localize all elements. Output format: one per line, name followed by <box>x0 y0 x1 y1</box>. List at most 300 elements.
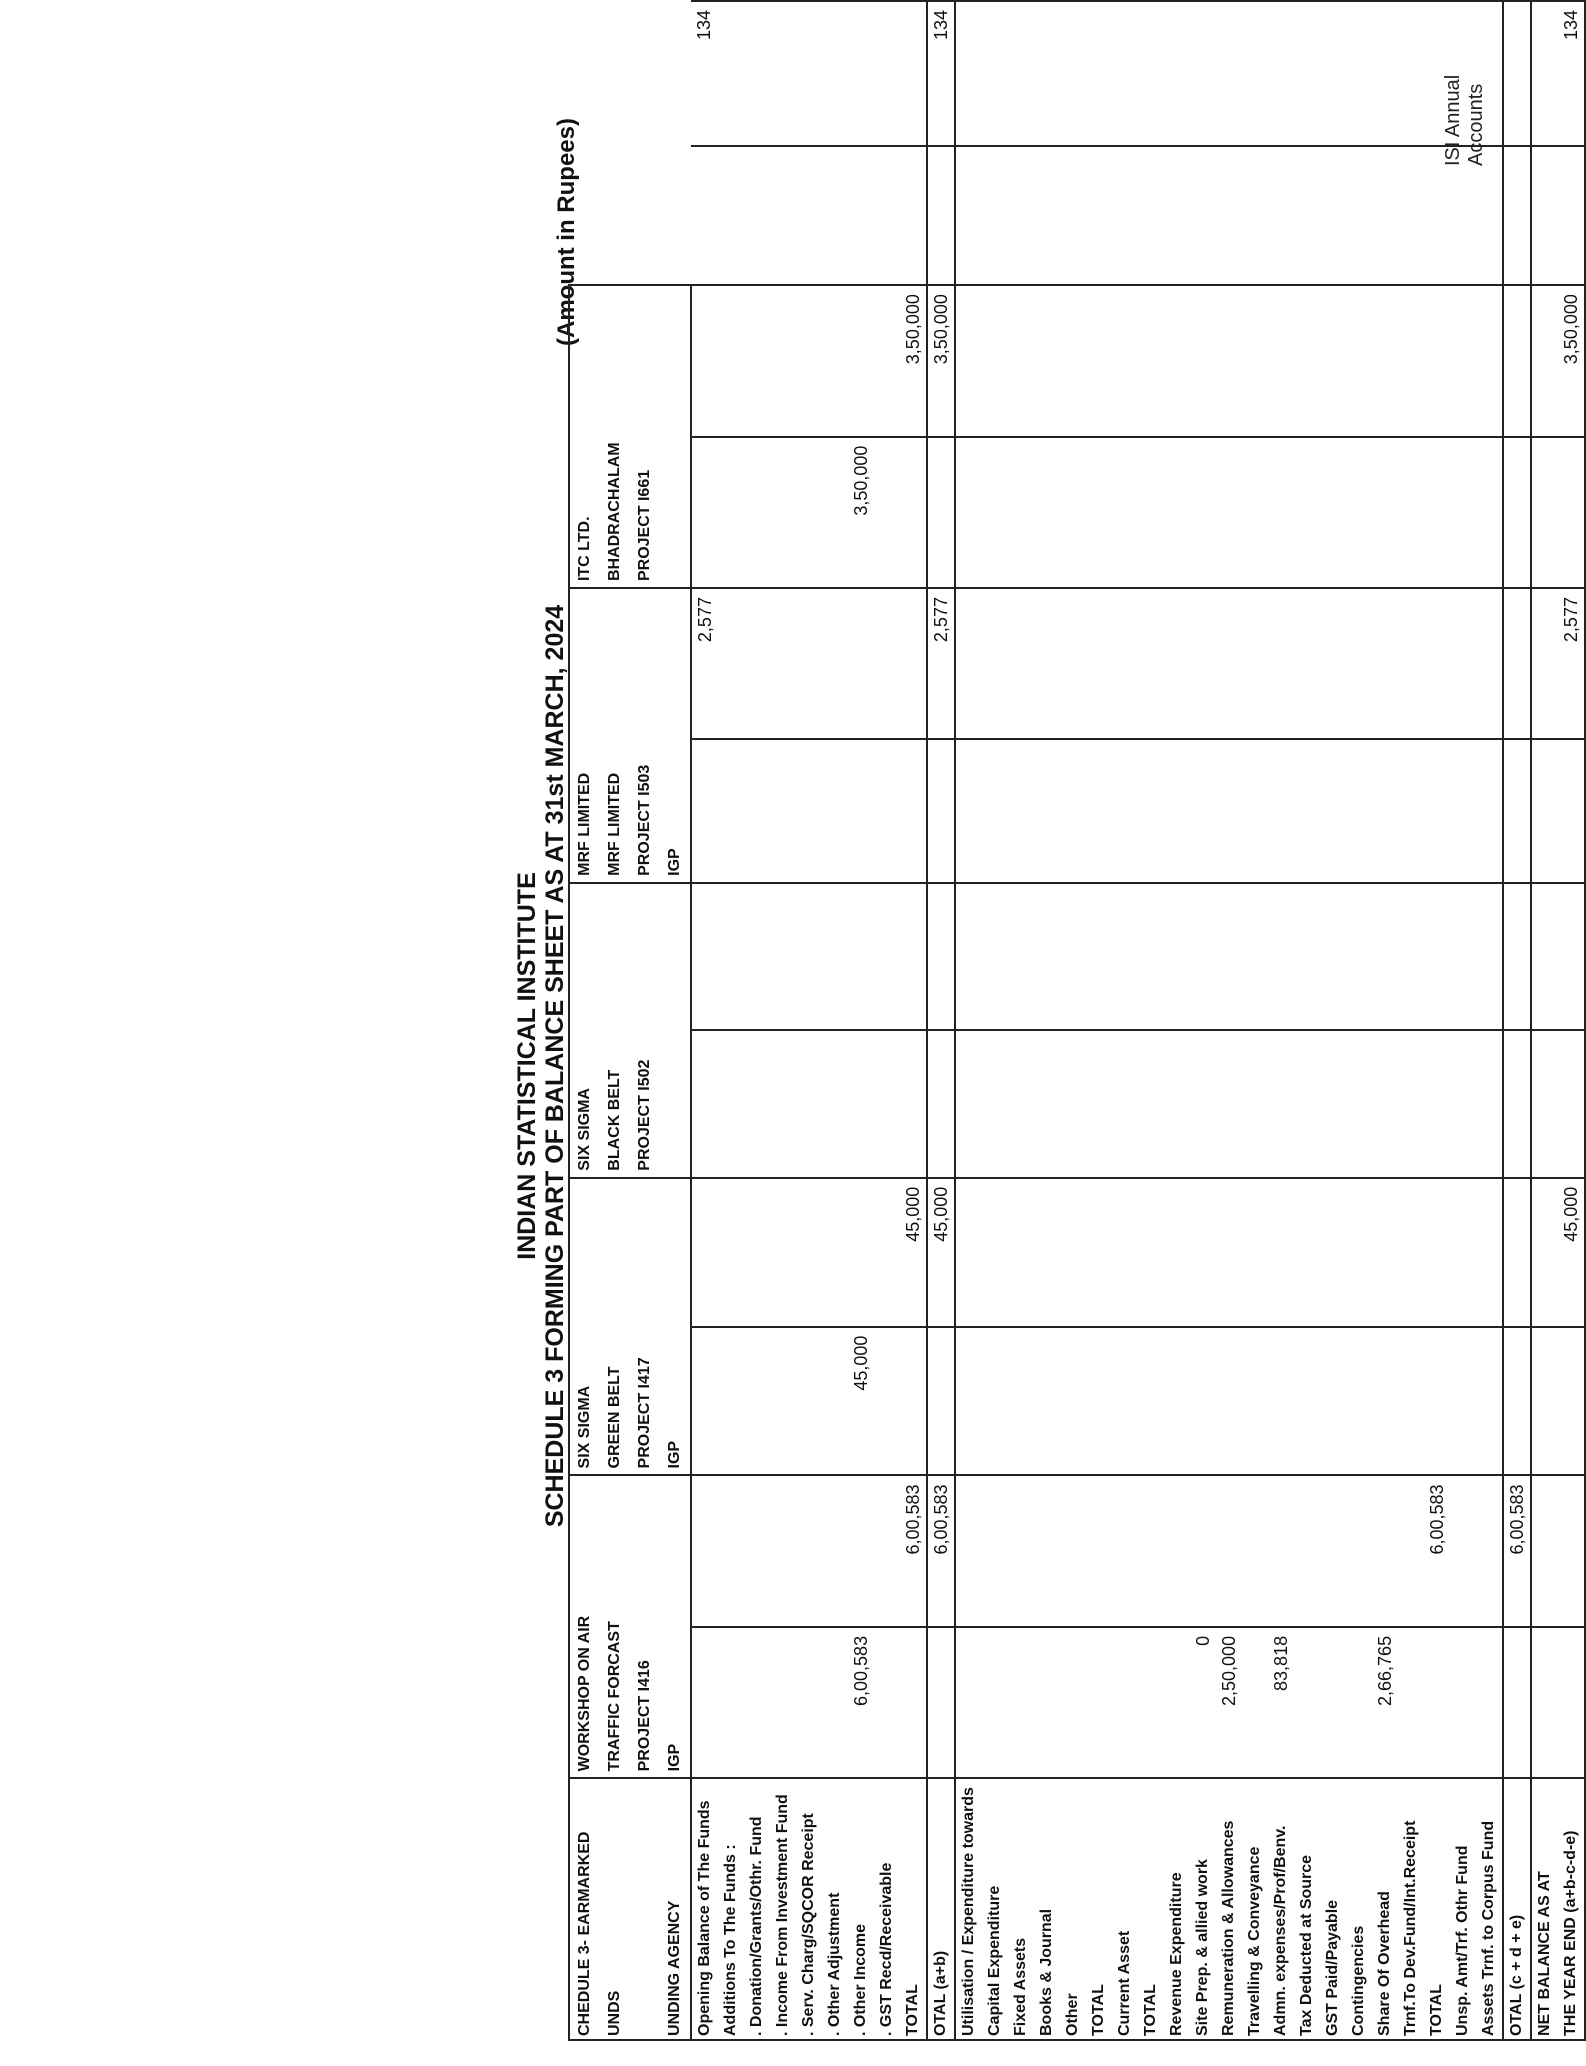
value-cell <box>1398 146 1424 285</box>
value-cell <box>744 739 770 883</box>
row-label: Admn. expenses/Prof/Benv. <box>1268 1778 1294 2040</box>
value-cell <box>1320 1327 1346 1476</box>
value-cell <box>982 883 1008 1030</box>
label-header-cell <box>630 1778 660 2040</box>
value-cell <box>1242 1030 1268 1177</box>
table-row <box>848 1 874 2040</box>
value-cell: 2,577 <box>691 588 718 739</box>
value-cell <box>1503 1178 1531 1327</box>
value-cell <box>955 285 982 436</box>
value-cell <box>718 588 744 739</box>
value-cell <box>1242 1327 1268 1476</box>
value-cell <box>1398 1178 1424 1327</box>
value-cell <box>1216 1030 1242 1177</box>
value-cell <box>1372 1475 1398 1626</box>
value-cell <box>1164 437 1190 588</box>
value-cell <box>1060 1627 1086 1778</box>
row-label: THE YEAR END (a+b-c-d-e) <box>1558 1778 1585 2040</box>
value-cell <box>1034 883 1060 1030</box>
value-cell <box>1476 588 1503 739</box>
value-cell <box>796 588 822 739</box>
value-cell <box>822 1627 848 1778</box>
table-row <box>1060 1 1086 2040</box>
value-cell <box>874 437 900 588</box>
value-cell <box>1346 1327 1372 1476</box>
value-cell <box>1398 739 1424 883</box>
value-cell <box>1372 739 1398 883</box>
value-cell <box>874 883 900 1030</box>
value-cell <box>796 146 822 285</box>
column-header-cell: PROJECT I502 <box>630 883 660 1178</box>
value-cell <box>874 146 900 285</box>
value-cell <box>1242 1178 1268 1327</box>
value-cell <box>927 146 955 285</box>
value-cell <box>1398 1327 1424 1476</box>
value-cell <box>796 739 822 883</box>
value-cell <box>1112 739 1138 883</box>
value-cell <box>1294 1030 1320 1177</box>
value-cell <box>1268 1327 1294 1476</box>
value-cell <box>691 739 718 883</box>
value-cell <box>796 1 822 146</box>
value-cell <box>1034 588 1060 739</box>
value-cell: 3,50,000 <box>900 285 927 436</box>
value-cell <box>1320 1030 1346 1177</box>
value-cell <box>1398 285 1424 436</box>
value-cell <box>1398 588 1424 739</box>
value-cell <box>822 1178 848 1327</box>
table-row <box>1503 1 1531 2040</box>
value-cell <box>955 1475 982 1626</box>
value-cell <box>1294 1475 1320 1626</box>
value-cell <box>796 437 822 588</box>
value-cell <box>1558 146 1585 285</box>
value-cell: 6,00,583 <box>848 1627 874 1778</box>
value-cell <box>848 588 874 739</box>
value-cell <box>1034 1475 1060 1626</box>
value-cell: 2,577 <box>927 588 955 739</box>
value-cell <box>1424 1178 1450 1327</box>
value-cell <box>1034 285 1060 436</box>
value-cell <box>1450 1627 1476 1778</box>
value-cell <box>1320 146 1346 285</box>
row-label: TOTAL <box>1424 1778 1450 2040</box>
value-cell <box>822 285 848 436</box>
value-cell <box>1112 437 1138 588</box>
value-cell <box>718 285 744 436</box>
value-cell <box>1424 739 1450 883</box>
value-cell <box>1503 1627 1531 1778</box>
value-cell <box>1346 437 1372 588</box>
value-cell <box>1112 146 1138 285</box>
value-cell <box>900 1627 927 1778</box>
value-cell <box>691 1030 718 1177</box>
value-cell <box>1268 1178 1294 1327</box>
value-cell <box>822 437 848 588</box>
table-row <box>1034 1 1060 2040</box>
value-cell <box>982 146 1008 285</box>
header-row <box>630 1 660 2040</box>
value-cell <box>691 1475 718 1626</box>
value-cell <box>1268 588 1294 739</box>
value-cell <box>1086 1327 1112 1476</box>
value-cell <box>1503 588 1531 739</box>
column-header-cell: IGP <box>660 1178 691 1476</box>
column-header-cell: SIX SIGMA <box>569 1178 600 1476</box>
value-cell <box>1164 883 1190 1030</box>
value-cell <box>1320 739 1346 883</box>
value-cell <box>982 588 1008 739</box>
value-cell <box>874 1 900 146</box>
value-cell <box>1216 146 1242 285</box>
value-cell <box>691 1627 718 1778</box>
value-cell <box>848 883 874 1030</box>
header-row <box>600 1 630 2040</box>
table-row <box>874 1 900 2040</box>
value-cell <box>955 739 982 883</box>
value-cell <box>744 1178 770 1327</box>
value-cell <box>1424 437 1450 588</box>
value-cell <box>1346 1030 1372 1177</box>
value-cell <box>770 285 796 436</box>
value-cell <box>1138 739 1164 883</box>
row-label: TOTAL <box>900 1778 927 2040</box>
value-cell <box>1112 1030 1138 1177</box>
value-cell <box>1008 146 1034 285</box>
value-cell <box>1531 739 1558 883</box>
value-cell <box>1216 437 1242 588</box>
value-cell <box>1190 1 1216 146</box>
value-cell <box>1268 1 1294 146</box>
value-cell <box>1531 1 1558 146</box>
value-cell <box>900 588 927 739</box>
value-cell <box>848 285 874 436</box>
value-cell <box>822 146 848 285</box>
amount-note: (Amount in Rupees) <box>553 118 580 346</box>
value-cell <box>1268 437 1294 588</box>
value-cell <box>1503 285 1531 436</box>
value-cell <box>796 883 822 1030</box>
value-cell <box>1294 588 1320 739</box>
value-cell: 3,50,000 <box>1558 285 1585 436</box>
value-cell <box>1242 285 1268 436</box>
value-cell <box>1558 883 1585 1030</box>
value-cell <box>848 1030 874 1177</box>
column-header-cell: GREEN BELT <box>600 1178 630 1476</box>
value-cell <box>1216 285 1242 436</box>
value-cell <box>1320 285 1346 436</box>
value-cell <box>1424 285 1450 436</box>
value-cell: 6,00,583 <box>927 1475 955 1626</box>
value-cell <box>1450 1030 1476 1177</box>
value-cell <box>1398 437 1424 588</box>
value-cell <box>691 1178 718 1327</box>
value-cell <box>1034 739 1060 883</box>
value-cell <box>718 1030 744 1177</box>
value-cell <box>1268 883 1294 1030</box>
value-cell <box>1531 1178 1558 1327</box>
table-row <box>718 1 744 2040</box>
value-cell <box>900 1327 927 1476</box>
value-cell <box>1034 1627 1060 1778</box>
value-cell <box>1450 285 1476 436</box>
value-cell <box>770 1178 796 1327</box>
value-cell <box>1503 1 1531 146</box>
value-cell <box>1398 883 1424 1030</box>
value-cell <box>691 883 718 1030</box>
value-cell <box>1398 1475 1424 1626</box>
value-cell <box>1060 1030 1086 1177</box>
value-cell <box>900 883 927 1030</box>
value-cell <box>874 1627 900 1778</box>
value-cell <box>822 588 848 739</box>
value-cell <box>900 146 927 285</box>
value-cell <box>718 739 744 883</box>
table-row <box>1138 1 1164 2040</box>
value-cell <box>1216 588 1242 739</box>
value-cell <box>1476 1627 1503 1778</box>
value-cell <box>1112 588 1138 739</box>
value-cell <box>1086 1 1112 146</box>
value-cell <box>770 739 796 883</box>
value-cell <box>955 588 982 739</box>
value-cell <box>1164 739 1190 883</box>
row-label: . Other Adjustment <box>822 1778 848 2040</box>
value-cell <box>982 739 1008 883</box>
value-cell <box>874 1475 900 1626</box>
value-cell <box>874 588 900 739</box>
value-cell <box>900 1030 927 1177</box>
value-cell <box>848 1 874 146</box>
row-label: Site Prep. & allied work <box>1190 1778 1216 2040</box>
value-cell <box>1242 1627 1268 1778</box>
value-cell <box>955 883 982 1030</box>
value-cell <box>691 437 718 588</box>
column-header-cell: SIX SIGMA <box>569 883 600 1178</box>
value-cell <box>770 1030 796 1177</box>
value-cell <box>1450 883 1476 1030</box>
value-cell: 45,000 <box>927 1178 955 1327</box>
value-cell <box>1086 1475 1112 1626</box>
value-cell <box>1503 1327 1531 1476</box>
value-cell <box>1008 739 1034 883</box>
table-row <box>1450 1 1476 2040</box>
value-cell: 2,50,000 <box>1216 1627 1242 1778</box>
value-cell <box>1086 739 1112 883</box>
value-cell <box>1008 437 1034 588</box>
value-cell <box>1320 437 1346 588</box>
label-header-cell: UNDS <box>600 1778 630 2040</box>
value-cell <box>796 1475 822 1626</box>
value-cell <box>982 285 1008 436</box>
column-header-cell: PROJECT I417 <box>630 1178 660 1476</box>
schedule-title: SCHEDULE 3 FORMING PART OF BALANCE SHEET AS AT 31st MARCH, 2024 <box>541 604 569 1528</box>
value-cell <box>1190 1475 1216 1626</box>
value-cell <box>1112 1475 1138 1626</box>
value-cell <box>744 1 770 146</box>
value-cell <box>1008 883 1034 1030</box>
value-cell <box>718 1 744 146</box>
value-cell <box>822 1327 848 1476</box>
value-cell <box>1008 1327 1034 1476</box>
value-cell: 134 <box>691 1 718 146</box>
value-cell <box>848 739 874 883</box>
value-cell <box>1503 437 1531 588</box>
value-cell <box>1450 1 1476 146</box>
value-cell <box>691 1327 718 1476</box>
value-cell <box>1164 285 1190 436</box>
table-row <box>691 1 718 2040</box>
row-label: Remuneration & Allowances <box>1216 1778 1242 2040</box>
value-cell <box>1346 588 1372 739</box>
column-header-cell: ITC LTD. <box>569 285 600 588</box>
value-cell <box>770 1475 796 1626</box>
value-cell <box>1558 1627 1585 1778</box>
value-cell <box>1060 437 1086 588</box>
row-label: . Income From Investment Fund <box>770 1778 796 2040</box>
value-cell <box>927 1030 955 1177</box>
table-row <box>1268 1 1294 2040</box>
value-cell <box>1008 1627 1034 1778</box>
value-cell <box>1531 588 1558 739</box>
value-cell <box>900 437 927 588</box>
value-cell <box>1424 146 1450 285</box>
value-cell <box>1346 739 1372 883</box>
value-cell <box>1372 1030 1398 1177</box>
value-cell <box>927 1327 955 1476</box>
value-cell <box>982 1627 1008 1778</box>
value-cell <box>1034 1 1060 146</box>
value-cell <box>874 285 900 436</box>
value-cell: 6,00,583 <box>1424 1475 1450 1626</box>
value-cell: 134 <box>1558 1 1585 146</box>
value-cell <box>1531 883 1558 1030</box>
value-cell <box>1138 1475 1164 1626</box>
row-label: . Other Income <box>848 1778 874 2040</box>
value-cell <box>1242 883 1268 1030</box>
value-cell <box>1216 1 1242 146</box>
value-cell <box>1060 739 1086 883</box>
value-cell <box>1372 883 1398 1030</box>
value-cell <box>1372 1 1398 146</box>
value-cell <box>1346 1178 1372 1327</box>
institute-title: INDIAN STATISTICAL INSTITUTE <box>513 872 541 1260</box>
value-cell <box>1503 739 1531 883</box>
value-cell <box>770 146 796 285</box>
value-cell <box>1531 285 1558 436</box>
row-label: Fixed Assets <box>1008 1778 1034 2040</box>
value-cell <box>718 437 744 588</box>
table-row <box>1346 1 1372 2040</box>
value-cell <box>1476 285 1503 436</box>
value-cell <box>718 1475 744 1626</box>
value-cell <box>1190 1178 1216 1327</box>
table-row <box>822 1 848 2040</box>
value-cell <box>955 1178 982 1327</box>
value-cell: 6,00,583 <box>900 1475 927 1626</box>
column-header-cell: MRF LIMITED <box>569 588 600 883</box>
value-cell <box>1424 588 1450 739</box>
row-label: TOTAL <box>1138 1778 1164 2040</box>
value-cell: 45,000 <box>1558 1178 1585 1327</box>
value-cell <box>1216 739 1242 883</box>
value-cell <box>1034 1327 1060 1476</box>
value-cell <box>927 739 955 883</box>
value-cell <box>1372 285 1398 436</box>
value-cell <box>1008 285 1034 436</box>
value-cell <box>1008 1475 1034 1626</box>
value-cell <box>1164 1030 1190 1177</box>
value-cell <box>1060 1178 1086 1327</box>
value-cell <box>1216 1475 1242 1626</box>
column-header-cell: BHADRACHALAM <box>600 285 630 588</box>
column-header-cell: TRAFFIC FORCAST <box>600 1475 630 1778</box>
value-cell <box>1320 883 1346 1030</box>
value-cell <box>1086 1178 1112 1327</box>
value-cell <box>848 1475 874 1626</box>
value-cell <box>1450 1178 1476 1327</box>
value-cell <box>1294 1 1320 146</box>
value-cell <box>1242 588 1268 739</box>
value-cell <box>1138 1178 1164 1327</box>
value-cell <box>1346 1 1372 146</box>
value-cell <box>822 1475 848 1626</box>
value-cell <box>1268 1030 1294 1177</box>
row-label: Trnf.To Dev.Fund/Int.Receipt <box>1398 1778 1424 2040</box>
value-cell <box>691 285 718 436</box>
value-cell <box>1294 285 1320 436</box>
table-row <box>1424 1 1450 2040</box>
value-cell <box>1531 437 1558 588</box>
value-cell <box>1138 883 1164 1030</box>
row-label: OTAL (a+b) <box>927 1778 955 2040</box>
value-cell <box>822 883 848 1030</box>
value-cell <box>718 1627 744 1778</box>
value-cell <box>1450 739 1476 883</box>
value-cell <box>927 437 955 588</box>
value-cell <box>1164 1178 1190 1327</box>
value-cell <box>1008 1178 1034 1327</box>
value-cell <box>1294 1627 1320 1778</box>
value-cell <box>770 588 796 739</box>
value-cell <box>744 285 770 436</box>
value-cell <box>1320 1 1346 146</box>
value-cell <box>1112 1 1138 146</box>
value-cell <box>1476 883 1503 1030</box>
row-label: Contingencies <box>1346 1778 1372 2040</box>
value-cell <box>691 146 718 285</box>
table-row <box>1294 1 1320 2040</box>
value-cell <box>1450 1327 1476 1476</box>
value-cell <box>1268 285 1294 436</box>
value-cell <box>1242 1 1268 146</box>
value-cell <box>1531 1627 1558 1778</box>
value-cell <box>1190 1327 1216 1476</box>
value-cell <box>796 1627 822 1778</box>
row-label: Current Asset <box>1112 1778 1138 2040</box>
value-cell <box>1216 883 1242 1030</box>
value-cell <box>874 1327 900 1476</box>
value-cell <box>822 1030 848 1177</box>
value-cell <box>1164 1475 1190 1626</box>
table-row <box>796 1 822 2040</box>
value-cell <box>955 1 982 146</box>
value-cell <box>744 588 770 739</box>
footer-text: ISI Annual Accounts <box>1442 74 1487 166</box>
value-cell <box>744 1030 770 1177</box>
value-cell <box>1086 1030 1112 1177</box>
header-row <box>660 1 691 2040</box>
